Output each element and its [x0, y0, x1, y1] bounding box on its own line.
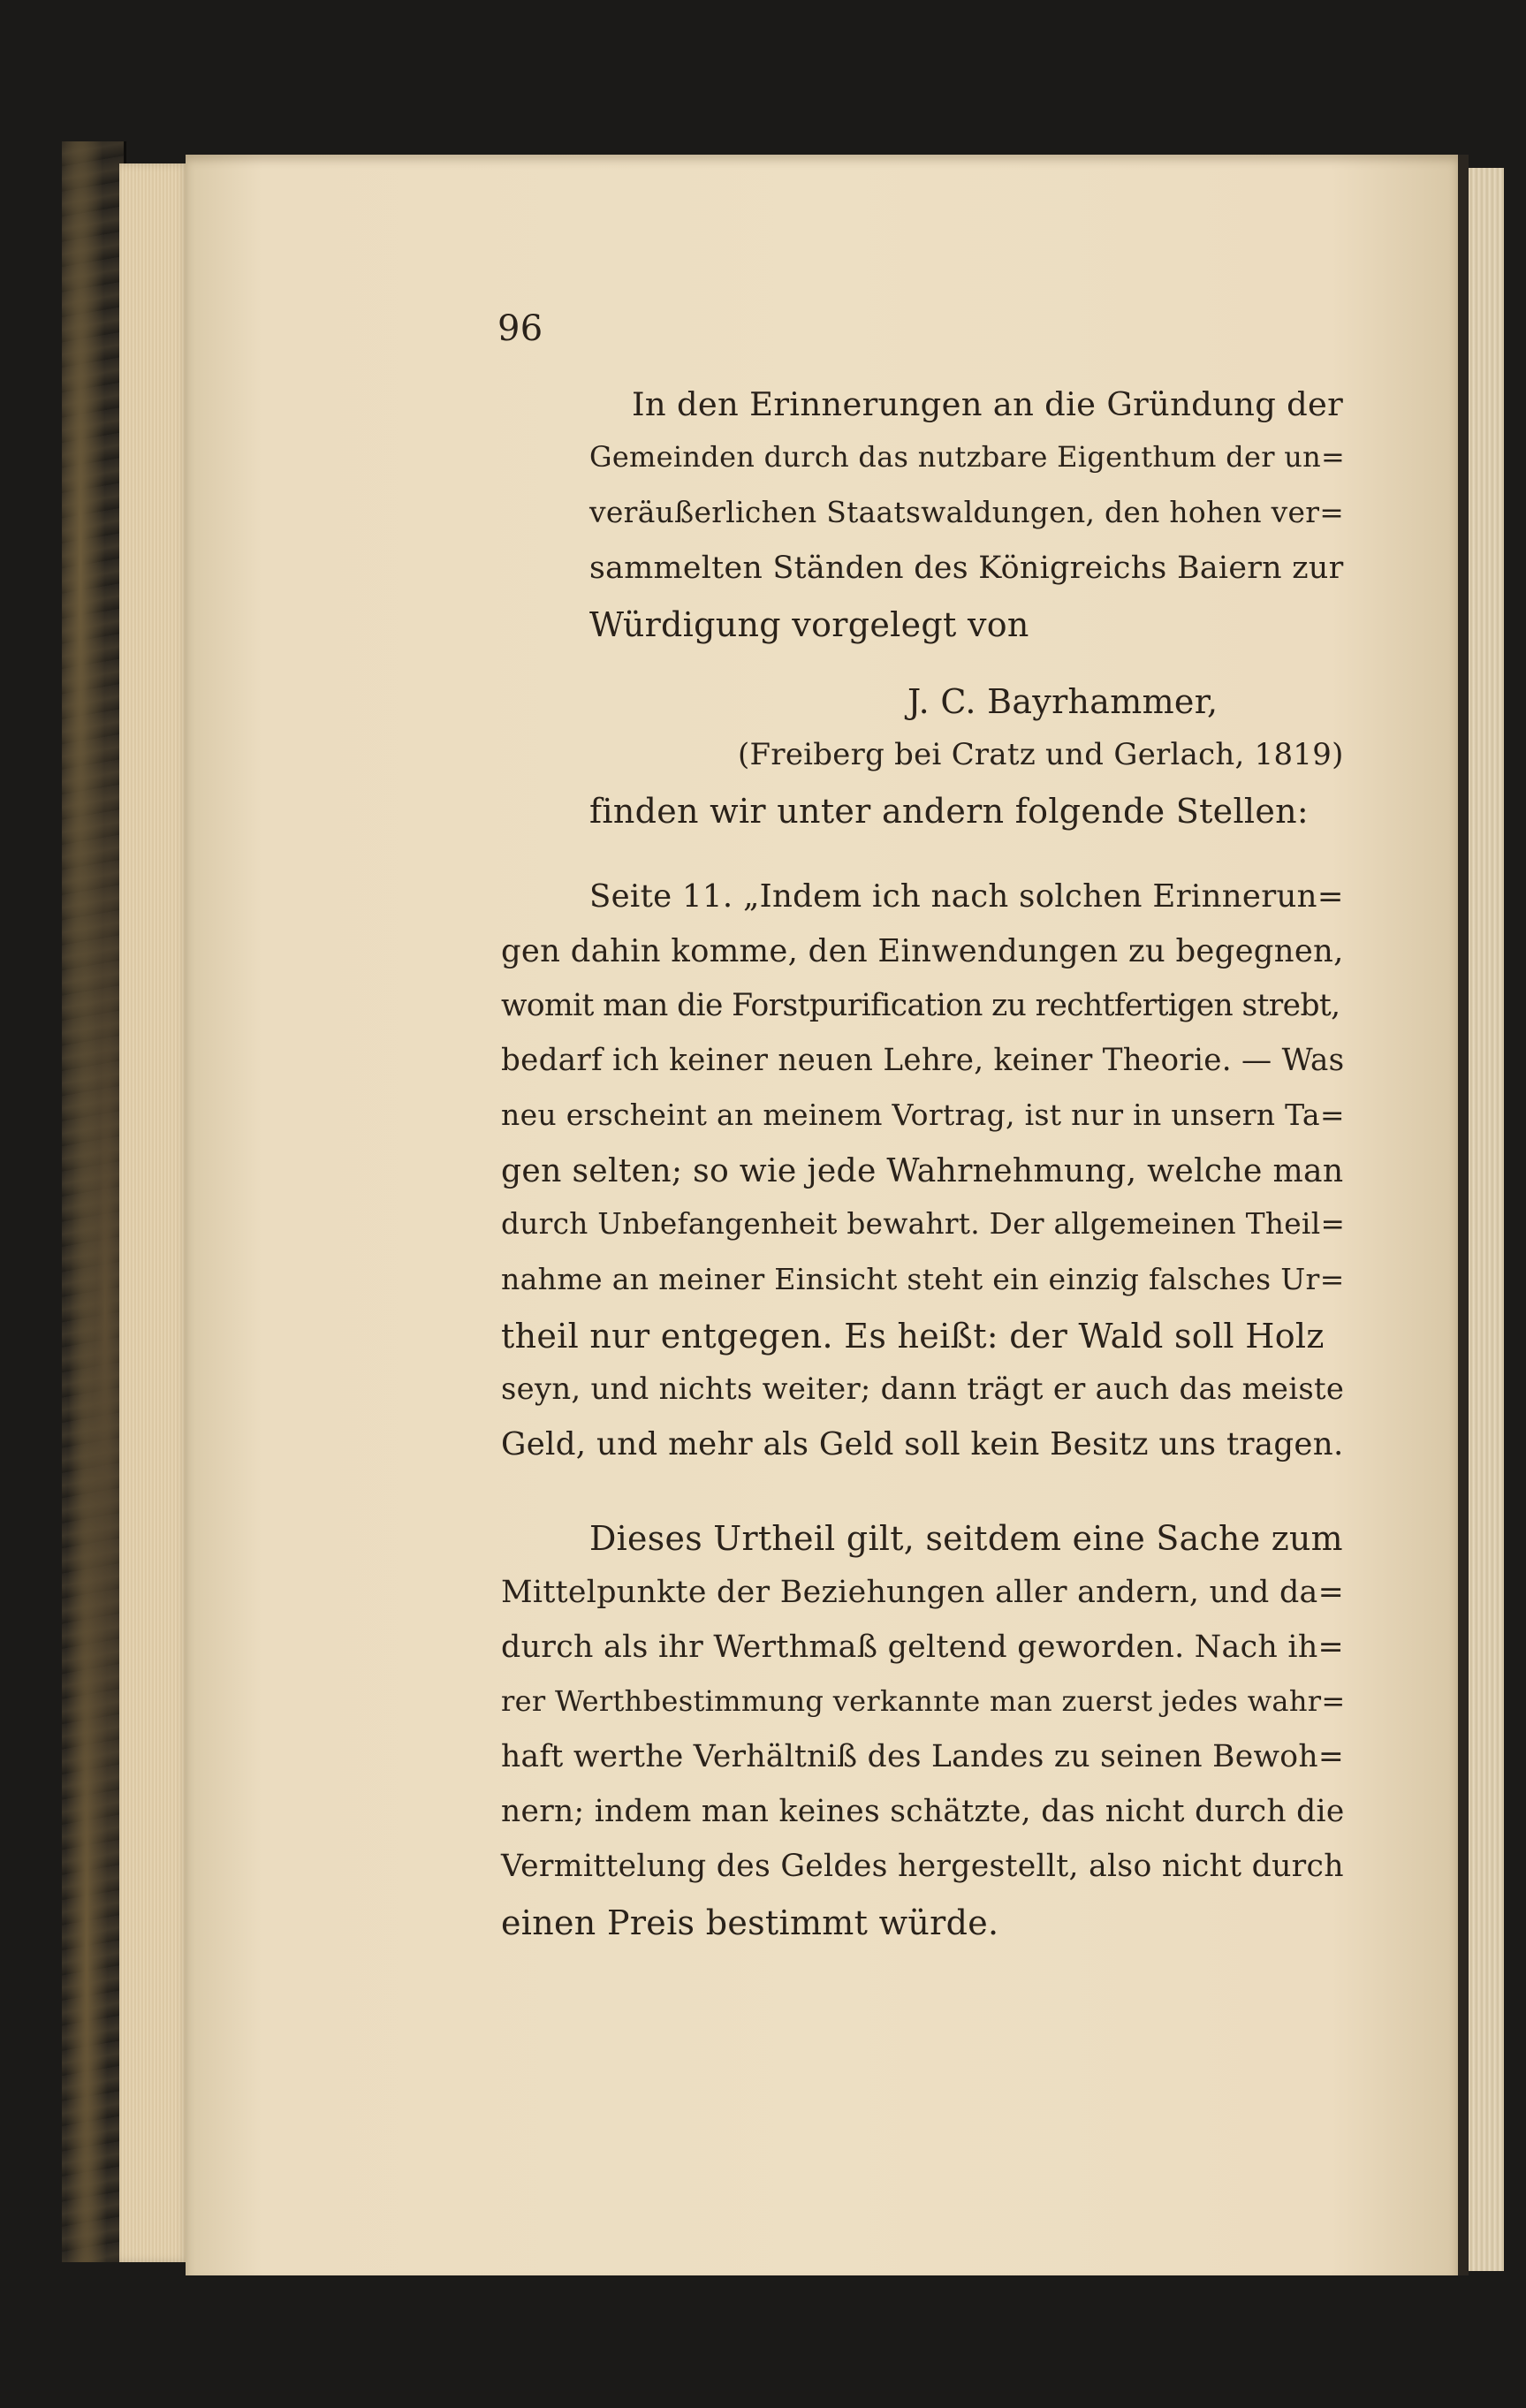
text-line: Mittelpunkte der Beziehungen aller andern, und da= [501, 1575, 1345, 1610]
page-number: 96 [497, 308, 543, 349]
text-line: theil nur entgegen. Es heißt: der Wald soll Holz [501, 1317, 1325, 1356]
facing-page-edge [1469, 168, 1504, 2271]
text-line: durch Unbefangenheit bewahrt. Der allgemeinen Theil= [501, 1207, 1346, 1241]
text-line: einen Preis bestimmt würde. [501, 1903, 999, 1942]
text-line: womit man die Forstpurification zu rechtfertigen strebt, [501, 988, 1340, 1023]
text-line: veräußerlichen Staatswaldungen, den hohen ver= [589, 495, 1345, 529]
text-line: Gemeinden durch das nutzbare Eigenthum der un= [589, 440, 1346, 474]
page-edges [119, 163, 190, 2262]
text-line: seyn, und nichts weiter; dann trägt er auch das meiste [501, 1371, 1345, 1406]
text-line: Würdigung vorgelegt von [589, 605, 1029, 644]
text-line: gen selten; so wie jede Wahrnehmung, welche man [501, 1151, 1344, 1189]
text-line: Vermittelung des Geldes hergestellt, also nicht durch [501, 1849, 1344, 1884]
text-line: haft werthe Verhältniß des Landes zu seinen Bewoh= [501, 1739, 1345, 1774]
text-line: sammelten Ständen des Königreichs Baiern zur [589, 551, 1344, 586]
text-line: finden wir unter andern folgende Stellen: [589, 792, 1310, 831]
text-line: gen dahin komme, den Einwendungen zu begegnen, [501, 933, 1344, 969]
marbled-cover [62, 141, 126, 2262]
text-line: Geld, und mehr als Geld soll kein Besitz uns tragen. [501, 1426, 1344, 1462]
publication-line: (Freiberg bei Cratz und Gerlach, 1819) [738, 737, 1344, 771]
text-line: nern; indem man keines schätzte, das nicht durch die [501, 1794, 1345, 1829]
text-line: neu erscheint an meinem Vortrag, ist nur in unsern Ta= [501, 1098, 1345, 1132]
text-line: nahme an meiner Einsicht steht ein einzig falsches Ur= [501, 1262, 1345, 1296]
text-line: Seite 11. „Indem ich nach solchen Erinnerun= [589, 878, 1344, 915]
text-line: bedarf ich keiner neuen Lehre, keiner Theorie. — Was [501, 1043, 1345, 1078]
text-line: durch als ihr Werthmaß geltend geworden. Nach ih= [501, 1629, 1344, 1665]
text-line: rer Werthbestimmung verkannte man zuerst jedes wahr= [501, 1684, 1346, 1718]
text-line: Dieses Urtheil gilt, seitdem eine Sache zum [589, 1519, 1343, 1558]
page-gutter [1458, 155, 1469, 2275]
text-line: In den Erinnerungen an die Gründung der [632, 385, 1344, 423]
author-line: J. C. Bayrhammer, [907, 682, 1219, 721]
